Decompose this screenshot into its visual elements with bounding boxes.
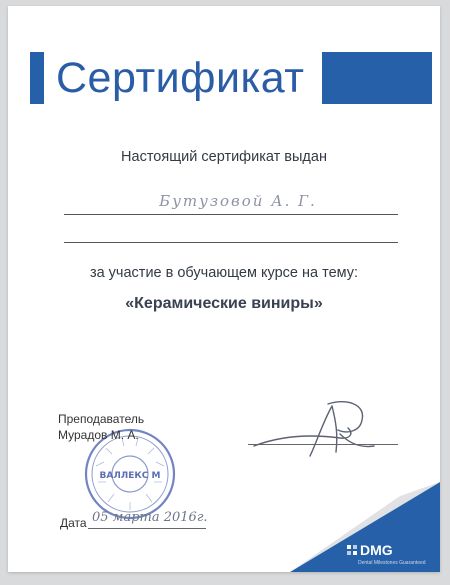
dmg-logo-text: DMG [360,542,393,558]
corner-fold [8,6,440,572]
recipient-name: Бутузовой А. Г. [159,192,317,210]
dmg-logo-subtitle: Dental Milestones Guaranteed [358,560,426,566]
participation-text: за участие в обучающем курсе на тему: [89,265,359,281]
teacher-name: Мурадов М. А. [58,428,139,442]
issued-text: Настоящий сертификат выдан [121,149,327,165]
date-label: Дата [60,516,87,530]
teacher-label: Преподаватель [58,412,145,426]
dmg-logo [346,542,393,558]
certificate-sheet [8,6,440,572]
certificate-title: Сертификат [56,54,305,102]
stamp-center-text: ВАЛЛЕКС М [99,471,161,481]
course-title: «Керамические виниры» [125,295,323,312]
date-value: 05 марта 2016г. [92,510,208,525]
dmg-logo-icon [346,544,358,556]
